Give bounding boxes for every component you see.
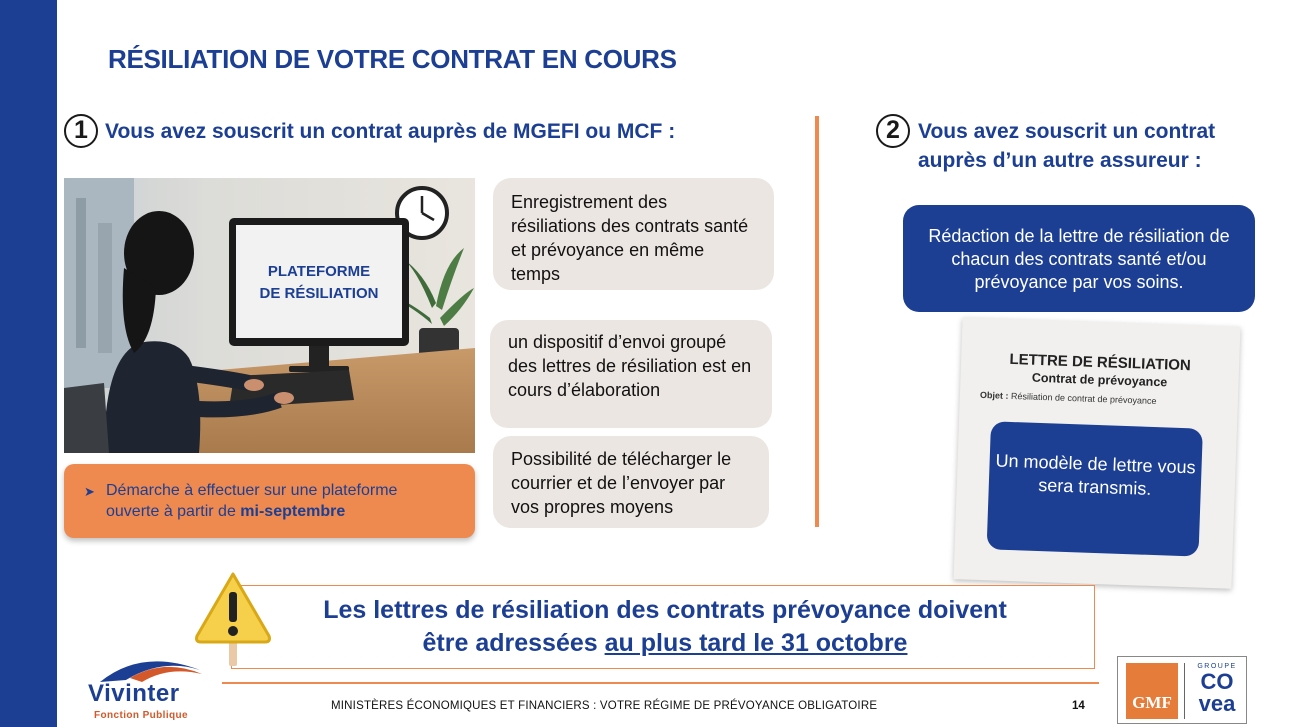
section-1-heading: Vous avez souscrit un contrat auprès de MGEFI ou MCF : <box>105 120 676 143</box>
info-box-simultaneous: Enregistrement des résiliations des contrats santé et prévoyance en même temps <box>493 178 774 290</box>
gmf-covea-logo <box>1117 656 1247 724</box>
logo-separator <box>1184 663 1185 719</box>
procedure-note-text <box>106 480 455 522</box>
section-2-heading-line2: auprès d’un autre assureur : <box>918 149 1202 172</box>
procedure-note-date: mi-septembre <box>240 503 346 520</box>
section-divider <box>815 116 819 527</box>
covea-text-line2: vea <box>1198 691 1236 716</box>
screen-text-line1: PLATEFORME <box>267 263 371 280</box>
procedure-note-prefix: Démarche à effectuer sur une plateforme ouverte à partir de <box>106 482 398 520</box>
page-title: RÉSILIATION DE VOTRE CONTRAT EN COURS <box>108 44 677 74</box>
deadline-date: au plus tard le 31 octobre <box>604 629 908 657</box>
letter-template-note: Un modèle de lettre vous sera transmis. <box>987 421 1203 556</box>
termination-letter-image <box>954 317 1241 589</box>
groupe-text: GROUPE <box>1197 663 1237 670</box>
page-number: 14 <box>1072 700 1085 712</box>
letter-object <box>980 390 1157 406</box>
letter-object-text: Résiliation de contrat de prévoyance <box>1008 390 1157 407</box>
footer-text: MINISTÈRES ÉCONOMIQUES ET FINANCIERS : VOTRE RÉGIME DE PRÉVOYANCE OBLIGATOIRE <box>331 700 878 712</box>
letter-object-label: Objet : <box>979 389 1009 401</box>
covea-text-line1: CO <box>1200 669 1234 694</box>
footer-divider <box>222 682 1099 684</box>
deadline-line2 <box>250 627 1080 660</box>
vivinter-subtitle: Fonction Publique <box>94 710 189 721</box>
section-2-heading-line1: Vous avez souscrit un contrat <box>918 120 1216 143</box>
left-side-bar <box>0 0 57 727</box>
vivinter-name: Vivinter <box>88 680 180 707</box>
section-2-number: 2 <box>876 114 910 148</box>
office-photo <box>64 178 475 453</box>
procedure-note <box>64 464 475 538</box>
letter-subtitle: Contrat de prévoyance <box>1031 370 1168 390</box>
deadline-line2-prefix: être adressées <box>422 629 605 657</box>
gmf-text: GMF <box>1132 693 1172 712</box>
vivinter-logo <box>82 652 212 724</box>
self-drafting-box: Rédaction de la lettre de résiliation de chacun des contrats santé et/ou prévoyance par vos soins. <box>903 205 1255 312</box>
deadline-line1: Les lettres de résiliation des contrats prévoyance doivent <box>323 596 1007 624</box>
screen-text-line2: DE RÉSILIATION <box>259 285 379 302</box>
section-1-number: 1 <box>64 114 98 148</box>
info-box-download: Possibilité de télécharger le courrier et de l’envoyer par vos propres moyens <box>493 436 769 528</box>
info-box-grouped-sending: un dispositif d’envoi groupé des lettres de résiliation est en cours d’élaboration <box>490 320 772 428</box>
letter-title: LETTRE DE RÉSILIATION <box>1009 350 1192 375</box>
deadline-text <box>250 594 1080 660</box>
arrow-bullet-icon: ➤ <box>84 484 95 499</box>
